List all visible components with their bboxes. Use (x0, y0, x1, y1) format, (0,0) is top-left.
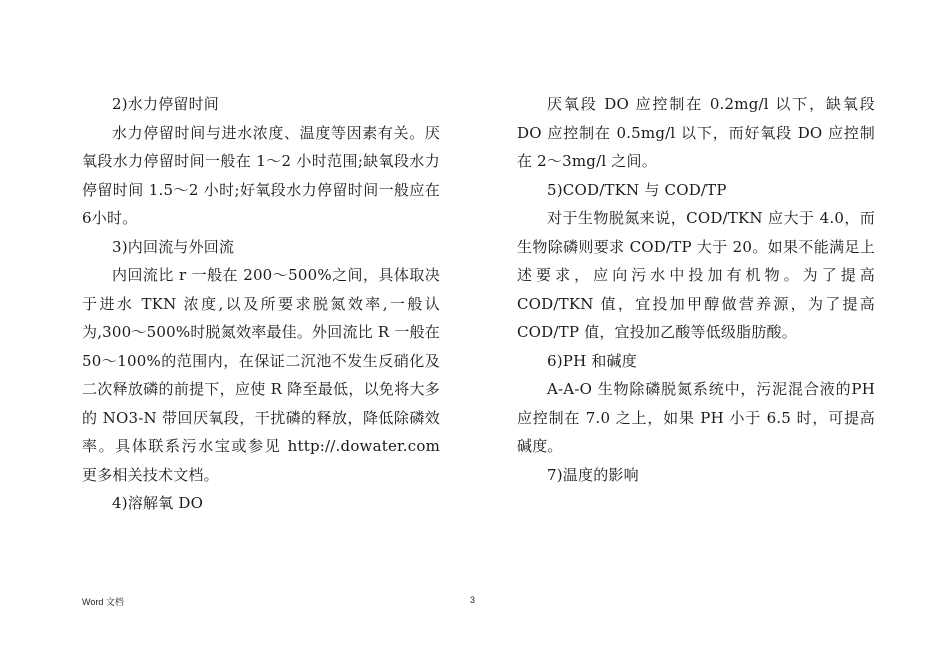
heading-dissolved-oxygen: 4)溶解氧 DO (112, 494, 204, 512)
paragraph-dissolved-oxygen: 厌氧段 DO 应控制在 0.2mg/l 以下，缺氧段 DO 应控制在 0.5mg/l 以下，而好氧段 DO 应控制在 2～3mg/l 之间。 (517, 95, 875, 170)
heading-cod-ratio: 5)COD/TKN 与 COD/TP (547, 180, 727, 199)
footer-page-number: 3 (470, 595, 476, 605)
right-column (517, 90, 875, 489)
heading-temperature: 7)温度的影响 (547, 465, 639, 484)
heading-reflux: 3)内回流与外回流 (112, 237, 235, 256)
paragraph-reflux: 内回流比 r 一般在 200～500%之间，具体取决于进水 TKN 浓度,以及所要求脱氮效率,一般认为,300～500%时脱氮效率最佳。外回流比 R 一般在 50～100%的范围内，在保证二沉池不发生反硝化及二次释放磷的前提下，应使 R 降至最低，以免将大多的 NO3-N 带回厌氧段，干扰磷的释放，降低除磷效率。具体联系污水宝或参见 http://.dowater.com 更多相关技术文档。 (82, 266, 440, 484)
heading-hydraulic-retention: 2)水力停留时间 (112, 95, 219, 113)
heading-ph-alkalinity: 6)PH 和碱度 (547, 351, 637, 370)
left-column (82, 90, 440, 518)
footer-doc-label: Word 文档 (82, 597, 124, 607)
paragraph-hydraulic-retention: 水力停留时间与进水浓度、温度等因素有关。厌氧段水力停留时间一般在 1～2 小时范围;缺氧段水力停留时间 1.5～2 小时;好氧段水力停留时间一般应在6小时。 (82, 123, 440, 227)
paragraph-ph-alkalinity: A-A-O 生物除磷脱氮系统中，污泥混合液的PH 应控制在 7.0 之上，如果 PH 小于 6.5 时，可提高碱度。 (517, 380, 875, 455)
paragraph-cod-ratio: 对于生物脱氮来说，COD/TKN 应大于 4.0，而生物除磷则要求 COD/TP 大于 20。如果不能满足上述要求，应向污水中投加有机物。为了提高 COD/TKN 值，宜投加甲醇做营养源，为了提高 COD/TP 值，宜投加乙酸等低级脂肪酸。 (517, 209, 875, 341)
